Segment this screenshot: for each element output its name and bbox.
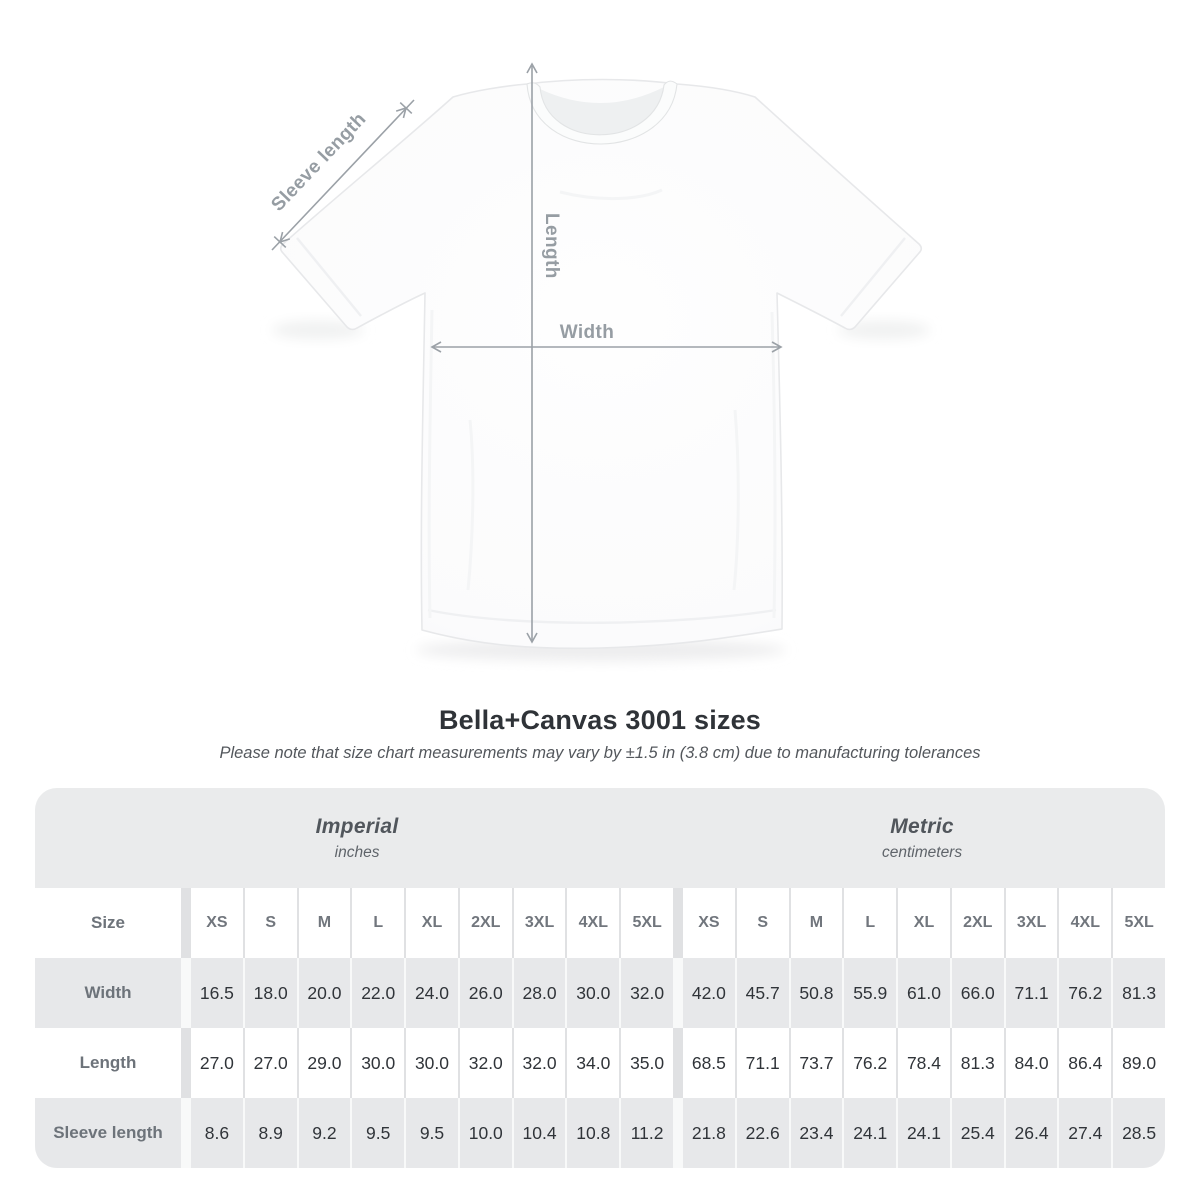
chart-title: Bella+Canvas 3001 sizes bbox=[438, 705, 762, 735]
size-table bbox=[35, 788, 1165, 1168]
group-separator bbox=[183, 1028, 189, 1098]
size-header-cell: XS bbox=[191, 888, 243, 958]
value-cell: 23.4 bbox=[791, 1098, 843, 1168]
imperial-unit: inches bbox=[334, 843, 380, 861]
value-cell: 24.1 bbox=[844, 1098, 896, 1168]
value-cell: 45.7 bbox=[737, 958, 789, 1028]
group-separator bbox=[675, 1028, 681, 1098]
length-label: Length bbox=[541, 213, 562, 279]
tshirt-body bbox=[281, 80, 922, 649]
value-cell: 28.0 bbox=[514, 958, 566, 1028]
value-cell: 9.2 bbox=[299, 1098, 351, 1168]
table-group-header-row bbox=[35, 788, 1165, 888]
width-label: Width bbox=[559, 322, 615, 343]
row-label: Width bbox=[35, 958, 181, 1028]
group-separator bbox=[183, 958, 189, 1028]
value-cell: 78.4 bbox=[898, 1028, 950, 1098]
value-cell: 16.5 bbox=[191, 958, 243, 1028]
value-cell: 30.0 bbox=[352, 1028, 404, 1098]
value-cell: 9.5 bbox=[352, 1098, 404, 1168]
table-row-length bbox=[35, 1028, 1165, 1098]
value-cell: 73.7 bbox=[791, 1028, 843, 1098]
size-header-cell: XL bbox=[898, 888, 950, 958]
group-separator bbox=[675, 888, 681, 958]
size-column-header: Size bbox=[35, 888, 181, 958]
size-header-cell: 3XL bbox=[514, 888, 566, 958]
value-cell: 20.0 bbox=[299, 958, 351, 1028]
value-cell: 10.4 bbox=[514, 1098, 566, 1168]
value-cell: 89.0 bbox=[1113, 1028, 1165, 1098]
size-header-cell: 3XL bbox=[1006, 888, 1058, 958]
size-header-cell: XS bbox=[683, 888, 735, 958]
value-cell: 26.4 bbox=[1006, 1098, 1058, 1168]
value-cell: 81.3 bbox=[952, 1028, 1004, 1098]
value-cell: 61.0 bbox=[898, 958, 950, 1028]
imperial-label: Imperial bbox=[315, 814, 399, 838]
metric-label: Metric bbox=[890, 814, 954, 838]
value-cell: 29.0 bbox=[299, 1028, 351, 1098]
value-cell: 9.5 bbox=[406, 1098, 458, 1168]
value-cell: 10.8 bbox=[567, 1098, 619, 1168]
size-header-cell: M bbox=[299, 888, 351, 958]
tshirt-graphic bbox=[281, 80, 922, 649]
value-cell: 27.0 bbox=[191, 1028, 243, 1098]
value-cell: 18.0 bbox=[245, 958, 297, 1028]
value-cell: 55.9 bbox=[844, 958, 896, 1028]
value-cell: 30.0 bbox=[567, 958, 619, 1028]
tolerance-note: Please note that size chart measurements may vary by ±1.5 in (3.8 cm) due to manufacturing tolerances bbox=[219, 744, 981, 762]
value-cell: 32.0 bbox=[460, 1028, 512, 1098]
group-separator bbox=[675, 958, 681, 1028]
table-body bbox=[35, 888, 1165, 1168]
size-header-cell: L bbox=[352, 888, 404, 958]
value-cell: 50.8 bbox=[791, 958, 843, 1028]
value-cell: 8.6 bbox=[191, 1098, 243, 1168]
value-cell: 71.1 bbox=[737, 1028, 789, 1098]
size-header-cell: 4XL bbox=[567, 888, 619, 958]
title-block bbox=[0, 705, 1200, 763]
row-label: Sleeve length bbox=[35, 1098, 181, 1168]
value-cell: 30.0 bbox=[406, 1028, 458, 1098]
value-cell: 10.0 bbox=[460, 1098, 512, 1168]
group-separator bbox=[183, 888, 189, 958]
value-cell: 28.5 bbox=[1113, 1098, 1165, 1168]
group-separator bbox=[675, 1098, 681, 1168]
metric-group-header bbox=[679, 815, 1165, 862]
value-cell: 11.2 bbox=[621, 1098, 673, 1168]
value-cell: 71.1 bbox=[1006, 958, 1058, 1028]
value-cell: 26.0 bbox=[460, 958, 512, 1028]
value-cell: 21.8 bbox=[683, 1098, 735, 1168]
size-header-cell: S bbox=[737, 888, 789, 958]
value-cell: 76.2 bbox=[844, 1028, 896, 1098]
value-cell: 35.0 bbox=[621, 1028, 673, 1098]
size-header-cell: 5XL bbox=[1113, 888, 1165, 958]
value-cell: 24.1 bbox=[898, 1098, 950, 1168]
imperial-group-header bbox=[35, 815, 679, 862]
size-header-cell: 2XL bbox=[460, 888, 512, 958]
value-cell: 42.0 bbox=[683, 958, 735, 1028]
value-cell: 27.0 bbox=[245, 1028, 297, 1098]
value-cell: 27.4 bbox=[1059, 1098, 1111, 1168]
metric-unit: centimeters bbox=[881, 843, 963, 861]
size-header-cell: 5XL bbox=[621, 888, 673, 958]
value-cell: 76.2 bbox=[1059, 958, 1111, 1028]
value-cell: 84.0 bbox=[1006, 1028, 1058, 1098]
size-header-cell: M bbox=[791, 888, 843, 958]
size-header-cell: S bbox=[245, 888, 297, 958]
sleeve-length-label: Sleeve length bbox=[267, 108, 371, 216]
value-cell: 86.4 bbox=[1059, 1028, 1111, 1098]
table-row-sleeve-length bbox=[35, 1098, 1165, 1168]
value-cell: 24.0 bbox=[406, 958, 458, 1028]
size-header-cell: 2XL bbox=[952, 888, 1004, 958]
value-cell: 8.9 bbox=[245, 1098, 297, 1168]
group-separator bbox=[183, 1098, 189, 1168]
value-cell: 22.6 bbox=[737, 1098, 789, 1168]
value-cell: 68.5 bbox=[683, 1028, 735, 1098]
size-header-row bbox=[35, 888, 1165, 958]
table-row-width bbox=[35, 958, 1165, 1028]
size-header-cell: XL bbox=[406, 888, 458, 958]
value-cell: 81.3 bbox=[1113, 958, 1165, 1028]
value-cell: 34.0 bbox=[567, 1028, 619, 1098]
value-cell: 66.0 bbox=[952, 958, 1004, 1028]
value-cell: 22.0 bbox=[352, 958, 404, 1028]
value-cell: 25.4 bbox=[952, 1098, 1004, 1168]
size-header-cell: 4XL bbox=[1059, 888, 1111, 958]
value-cell: 32.0 bbox=[621, 958, 673, 1028]
size-header-cell: L bbox=[844, 888, 896, 958]
row-label: Length bbox=[35, 1028, 181, 1098]
value-cell: 32.0 bbox=[514, 1028, 566, 1098]
